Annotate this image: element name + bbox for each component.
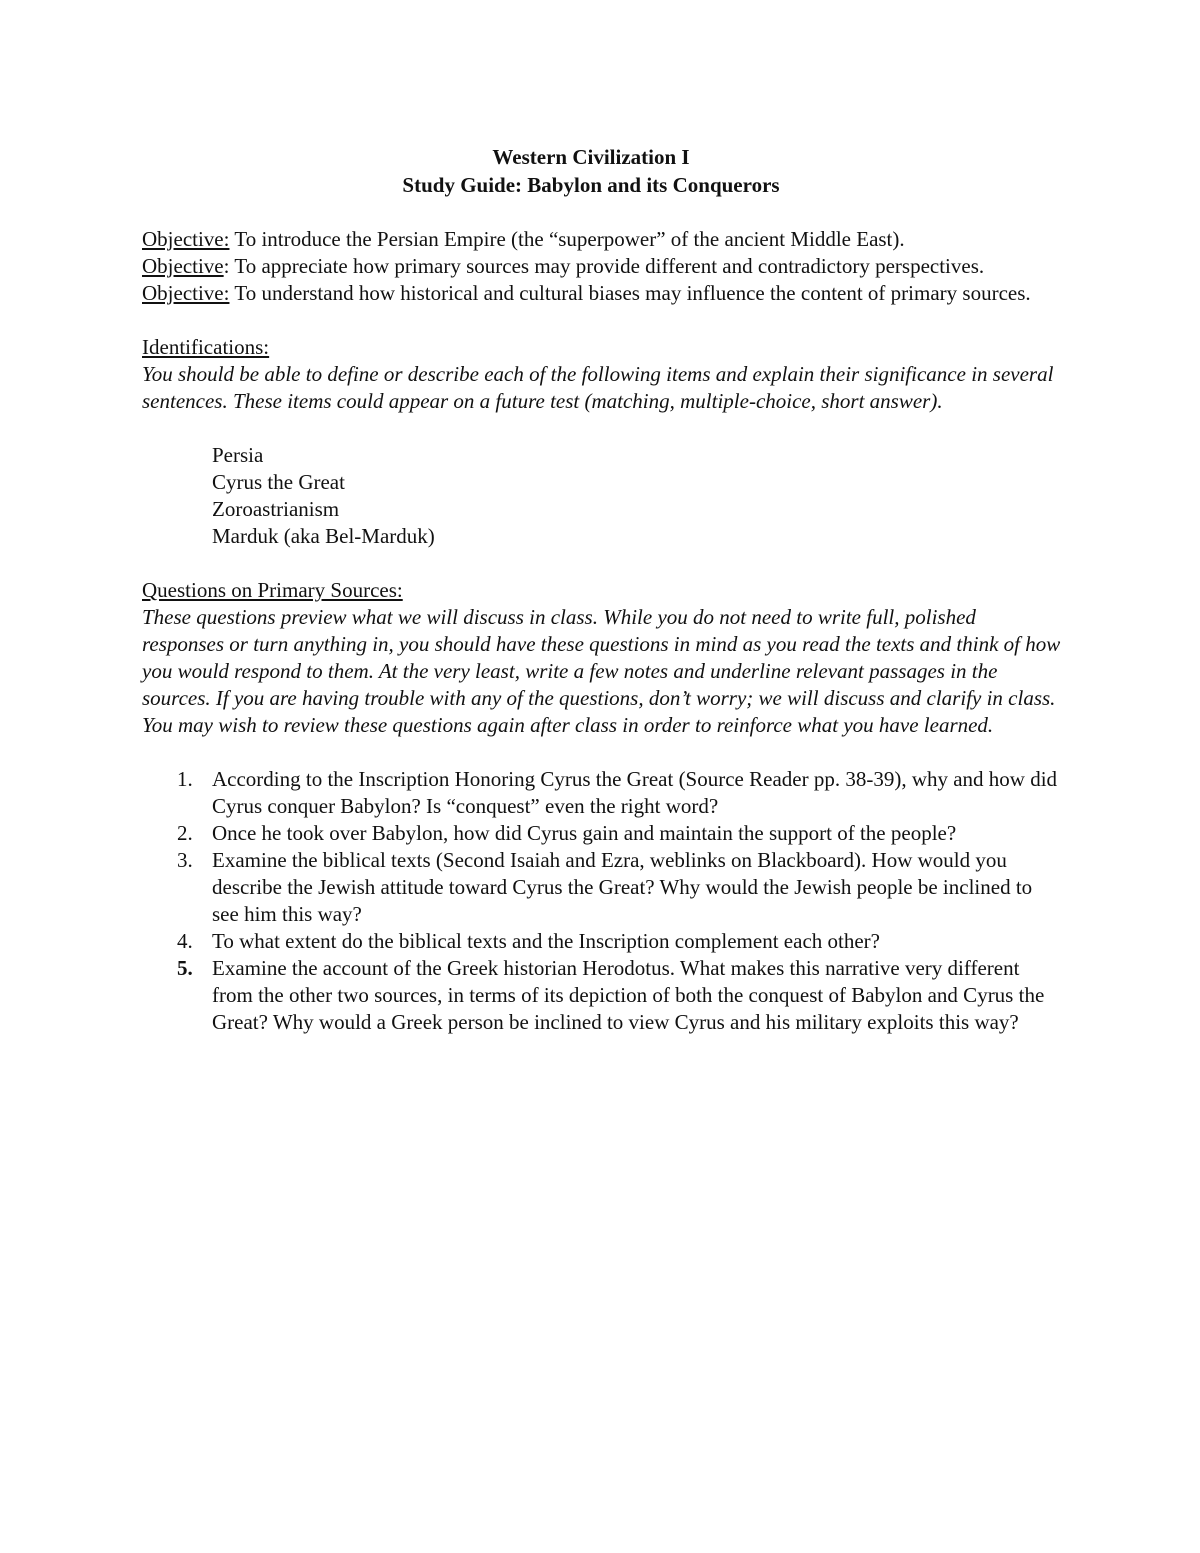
identifications-instructions: You should be able to define or describe each of the following items and explain their significance in several sentences. These items could appear on a future test (matching, multiple-choice, short answer). <box>142 362 1054 413</box>
question-number: 3. <box>177 848 193 872</box>
question-text: To what extent do the biblical texts and the Inscription complement each other? <box>212 929 880 953</box>
objective-label: Objective: <box>142 281 230 305</box>
objective-text: To understand how historical and cultural biases may influence the content of primary sources. <box>229 281 1031 305</box>
objective-text: : To appreciate how primary sources may provide different and contradictory perspectives. <box>223 254 985 278</box>
question-number: 5. <box>177 956 193 980</box>
identifications-heading: Identifications: <box>142 335 270 359</box>
identifications-list <box>142 442 1062 550</box>
document-subtitle: Study Guide: Babylon and its Conquerors <box>402 173 780 197</box>
questions-list <box>142 766 1062 1036</box>
question-text: Once he took over Babylon, how did Cyrus gain and maintain the support of the people? <box>212 821 957 845</box>
questions-heading: Questions on Primary Sources: <box>142 578 403 602</box>
objectives-section <box>142 226 1062 307</box>
question-text: Examine the biblical texts (Second Isaiah and Ezra, weblinks on Blackboard). How would you describe the Jewish attitude toward Cyrus the Great? Why would the Jewish people be inclined to see him this way? <box>212 848 1033 926</box>
document-title: Western Civilization I <box>492 145 690 169</box>
title-block <box>120 143 1062 199</box>
question-text: According to the Inscription Honoring Cyrus the Great (Source Reader pp. 38-39), why and how did Cyrus conquer Babylon? Is “conquest” even the right word? <box>212 767 1058 818</box>
identification-item: Marduk (aka Bel-Marduk) <box>212 524 435 548</box>
question-number: 4. <box>177 929 193 953</box>
objective-label: Objective <box>142 254 224 278</box>
objective-text: To introduce the Persian Empire (the “superpower” of the ancient Middle East). <box>229 227 905 251</box>
questions-instructions: These questions preview what we will discuss in class. While you do not need to write full, polished responses or turn anything in, you should have these questions in mind as you read the texts and think of how you would respond to them. At the very least, write a few notes and underline relevant passages in the sources. If you are having trouble with any of the questions, don’t worry; we will discuss and clarify in class. You may wish to review these questions again after class in order to reinforce what you have learned. <box>142 605 1061 737</box>
question-number: 1. <box>177 767 193 791</box>
question-item <box>142 928 1062 955</box>
identification-item: Zoroastrianism <box>212 497 340 521</box>
identifications-section <box>142 334 1062 550</box>
questions-section <box>142 577 1062 1036</box>
objective-line <box>142 226 1062 253</box>
question-item <box>142 955 1062 1036</box>
question-number: 2. <box>177 821 193 845</box>
document-page <box>142 143 1062 1036</box>
identification-item: Cyrus the Great <box>212 470 345 494</box>
question-item <box>142 820 1062 847</box>
objective-line <box>142 280 1062 307</box>
question-text: Examine the account of the Greek historian Herodotus. What makes this narrative very different from the other two sources, in terms of its depiction of both the conquest of Babylon and Cyrus the Great? Why would a Greek person be inclined to view Cyrus and his military exploits this way? <box>212 956 1045 1034</box>
identification-item: Persia <box>212 443 264 467</box>
question-item <box>142 766 1062 820</box>
objective-line <box>142 253 1062 280</box>
objective-label: Objective: <box>142 227 230 251</box>
question-item <box>142 847 1062 928</box>
